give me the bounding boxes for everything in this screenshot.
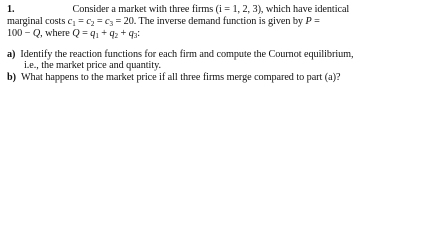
problem-line-3: 100 − Q, where $Q = q_1 + q_2 + q_3$:: [7, 28, 140, 40]
part-a-text: Identify the reaction functions for each firm and compute the Cournot equilibrium,: [20, 49, 354, 60]
problem-number: 1.: [7, 4, 15, 15]
part-b-label: b): [7, 72, 16, 83]
part-b-text: What happens to the market price if all three firms merge compared to part (a)?: [20, 72, 341, 83]
problem-line-1: [7, 4, 349, 16]
problem-line-2: marginal costs $c_1 = c_2 = c_3 = 20$. The inverse demand function is given by P =: [7, 16, 320, 28]
part-b-line-1: [7, 72, 340, 84]
part-a-label: a): [7, 49, 16, 60]
part-a-line-2: [24, 60, 161, 72]
problem-intro: Consider a market with three firms (i = 1, 2, 3), which have identical: [72, 4, 350, 15]
part-a-text-2: i.e., the market price and quantity.: [24, 60, 161, 71]
